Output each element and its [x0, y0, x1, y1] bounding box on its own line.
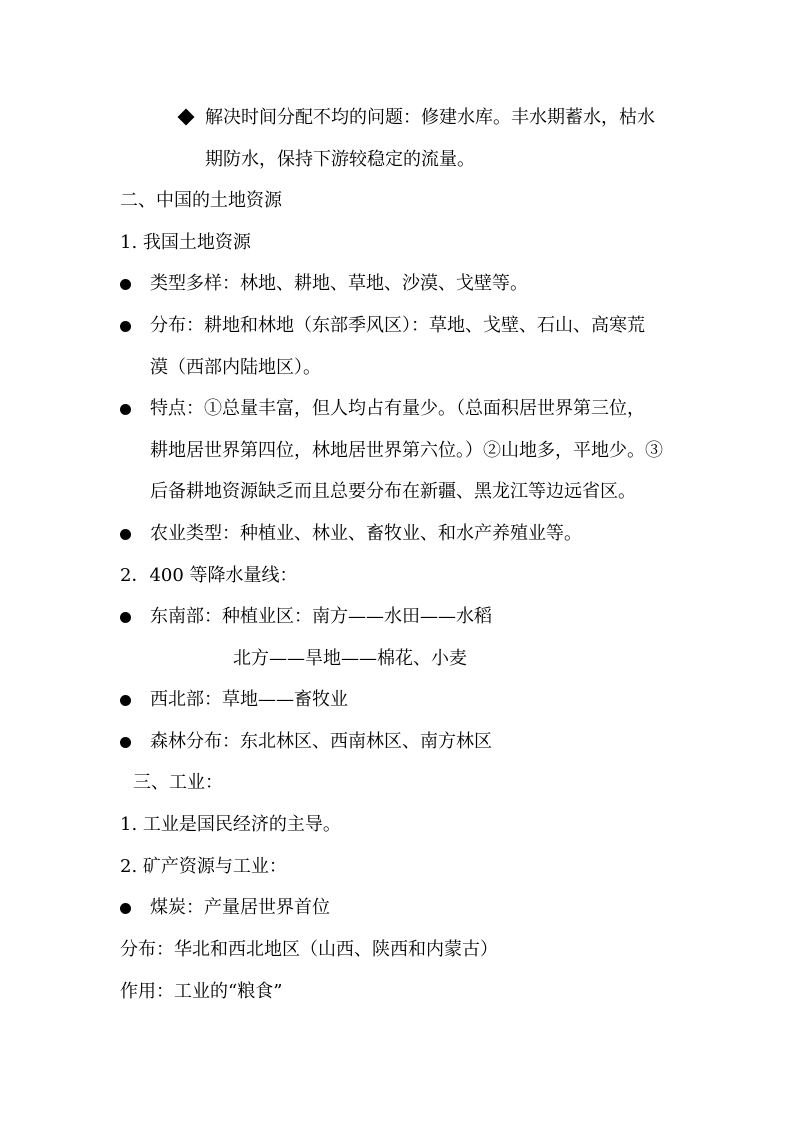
industry-point-1: 1. 工业是国民经济的主导。 — [120, 814, 341, 835]
bullet-types: 类型多样：林地、耕地、草地、沙漠、戈壁等。 — [150, 273, 528, 294]
section-heading-land: 二、中国的土地资源 — [120, 190, 282, 211]
bullet-distribution: 分布：耕地和林地（东部季风区）：草地、戈壁、石山、高寒荒 — [150, 315, 645, 336]
dot-bullet-icon — [120, 529, 131, 540]
bullet-features-cont-1: 耕地居世界第四位，林地居世界第六位。）②山地多，平地少。③ — [150, 440, 663, 461]
diamond-bullet-icon — [178, 109, 195, 126]
text-line-1: 解决时间分配不均的问题：修建水库。丰水期蓄水，枯水 — [205, 107, 655, 128]
bullet-agriculture-types: 农业类型：种植业、林业、畜牧业、和水产养殖业等。 — [150, 523, 582, 544]
bullet-southeast-north: 北方——旱地——棉花、小麦 — [233, 648, 467, 669]
dot-bullet-icon — [120, 321, 131, 332]
bullet-features-cont-2: 后备耕地资源缺乏而且总要分布在新疆、黑龙江等边远省区。 — [150, 481, 636, 502]
text-line-2: 期防水，保持下游较稳定的流量。 — [205, 149, 475, 170]
dot-bullet-icon — [120, 612, 131, 623]
section-heading-industry: 三、工业： — [133, 772, 223, 793]
coal-function: 作用：工业的“粮食” — [120, 981, 283, 1002]
bullet-coal: 煤炭：产量居世界首位 — [150, 897, 330, 918]
bullet-northwest: 西北部：草地——畜牧业 — [150, 689, 348, 710]
bullet-distribution-cont: 漠（西部内陆地区）。 — [150, 357, 321, 378]
coal-distribution: 分布：华北和西北地区（山西、陕西和内蒙古） — [120, 939, 498, 960]
subheading-isohyet: 2．400 等降水量线： — [120, 565, 298, 586]
dot-bullet-icon — [120, 737, 131, 748]
bullet-features: 特点：①总量丰富，但人均占有量少。（总面积居世界第三位， — [150, 398, 645, 419]
subheading-land-resources: 1. 我国土地资源 — [120, 232, 251, 253]
bullet-forest: 森林分布：东北林区、西南林区、南方林区 — [150, 731, 492, 752]
industry-point-2: 2. 矿产资源与工业： — [120, 856, 287, 877]
dot-bullet-icon — [120, 903, 131, 914]
bullet-southeast: 东南部：种植业区：南方——水田——水稻 — [150, 606, 492, 627]
dot-bullet-icon — [120, 279, 131, 290]
dot-bullet-icon — [120, 404, 131, 415]
dot-bullet-icon — [120, 695, 131, 706]
